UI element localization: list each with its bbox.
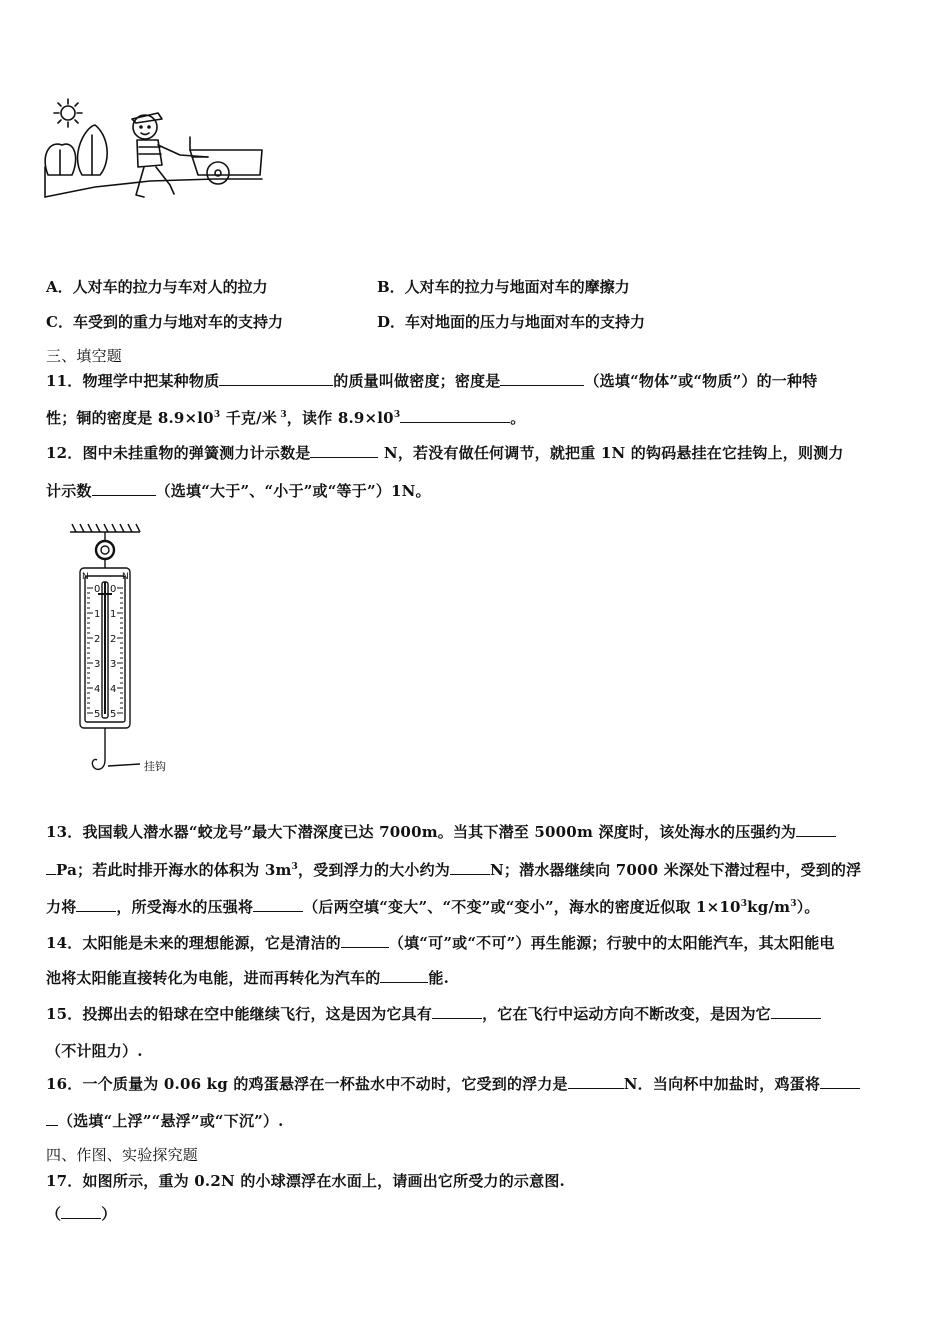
- scale-tick-label: 2: [110, 634, 117, 645]
- question-11-line-1: 11．物理学中把某种物质 的质量叫做密度；密度是 （选填“物体”或“物质”）的一种特: [46, 372, 818, 390]
- cart-wheel: [207, 162, 229, 184]
- option-a: A．人对车的拉力与车对人的拉力: [46, 278, 268, 296]
- question-12-line-2: 计示数 （选填“大于”、“小于”或“等于”）1N。: [46, 482, 431, 500]
- question-15-line-1: 15．投掷出去的铅球在空中能继续飞行，这是因为它具有 ，它在飞行中运动方向不断改变，是因为它: [46, 1003, 821, 1024]
- scale-tick-label: 5: [110, 709, 117, 720]
- question-13-line-1: 13．我国载人潜水器“蛟龙号”最大下潜深度已达 7000m。当其下潜至 5000m 深度时，该处海水的压强约为: [46, 821, 836, 842]
- question-17-line-2: （ ）: [46, 1205, 117, 1223]
- scale-unit-right: N: [122, 572, 129, 582]
- sun-icon: [61, 106, 75, 120]
- scale-tick-label: 2: [94, 634, 101, 645]
- question-12-line-1: 12．图中未挂重物的弹簧测力计示数是 N，若没有做任何调节，就把重 1N 的钩码悬挂在它挂钩上，则测力: [46, 444, 844, 462]
- scale-tick-label: 4: [110, 684, 117, 695]
- scale-tick-label: 1: [94, 609, 101, 620]
- scale-unit-left: N: [82, 572, 89, 582]
- section-heading-experiment: 四、作图、实验探究题: [46, 1146, 199, 1164]
- scale-tick-label: 4: [94, 684, 101, 695]
- section-heading-fill-blank: 三、填空题: [46, 347, 123, 365]
- scale-tick-label: 3: [110, 659, 117, 670]
- option-c: C．车受到的重力与地对车的支持力: [46, 313, 283, 331]
- option-d: D．车对地面的压力与地面对车的支持力: [377, 313, 646, 331]
- question-11-line-2: 性；铜的密度是 $8.9\times l0^3$ 千克/米 $^3$，读作 $8.9\times l0^3$ 。: [46, 409, 526, 427]
- option-b: B．人对车的拉力与地面对车的摩擦力: [377, 278, 630, 296]
- question-14-line-1: 14．太阳能是未来的理想能源，它是清洁的 （填“可”或“不可”）再生能源；行驶中的太阳能汽车，其太阳能电: [46, 934, 835, 952]
- scale-tick-label: 3: [94, 659, 101, 670]
- question-13-line-2: Pa；若此时排开海水的体积为 $3m^3$，受到浮力的大小约为 N；潜水器继续向 7000 米深处下潜过程中，受到的浮: [46, 859, 861, 880]
- question-16-line-2: （选填“上浮”“悬浮”或“下沉”）.: [46, 1110, 284, 1131]
- scale-ring: [96, 541, 114, 559]
- scale-tick-label: 0: [94, 584, 101, 595]
- spring-scale-figure: [60, 518, 190, 783]
- question-17-line-1: 17．如图所示，重为 0.2N 的小球漂浮在水面上，请画出它所受力的示意图.: [46, 1172, 565, 1190]
- cart-figure: [40, 95, 270, 210]
- question-16-line-1: 16．一个质量为 0.06 kg 的鸡蛋悬浮在一杯盐水中不动时，它受到的浮力是 N．当向杯中加盐时，鸡蛋将: [46, 1073, 860, 1094]
- scale-tick-label: 1: [110, 609, 117, 620]
- question-13-line-3: 力将 ，所受海水的压强将 （后两空填“变大”、“不变”或“变小”，海水的密度近似取 $1\times 10^3kg/m^3$）。: [46, 898, 820, 916]
- question-15-line-2: （不计阻力）.: [46, 1042, 143, 1060]
- question-14-line-2: 池将太阳能直接转化为电能，进而再转化为汽车的 能.: [46, 969, 450, 987]
- scale-tick-label: 0: [110, 584, 117, 595]
- hook-label: 挂钩: [144, 760, 166, 773]
- scale-tick-label: 5: [94, 709, 101, 720]
